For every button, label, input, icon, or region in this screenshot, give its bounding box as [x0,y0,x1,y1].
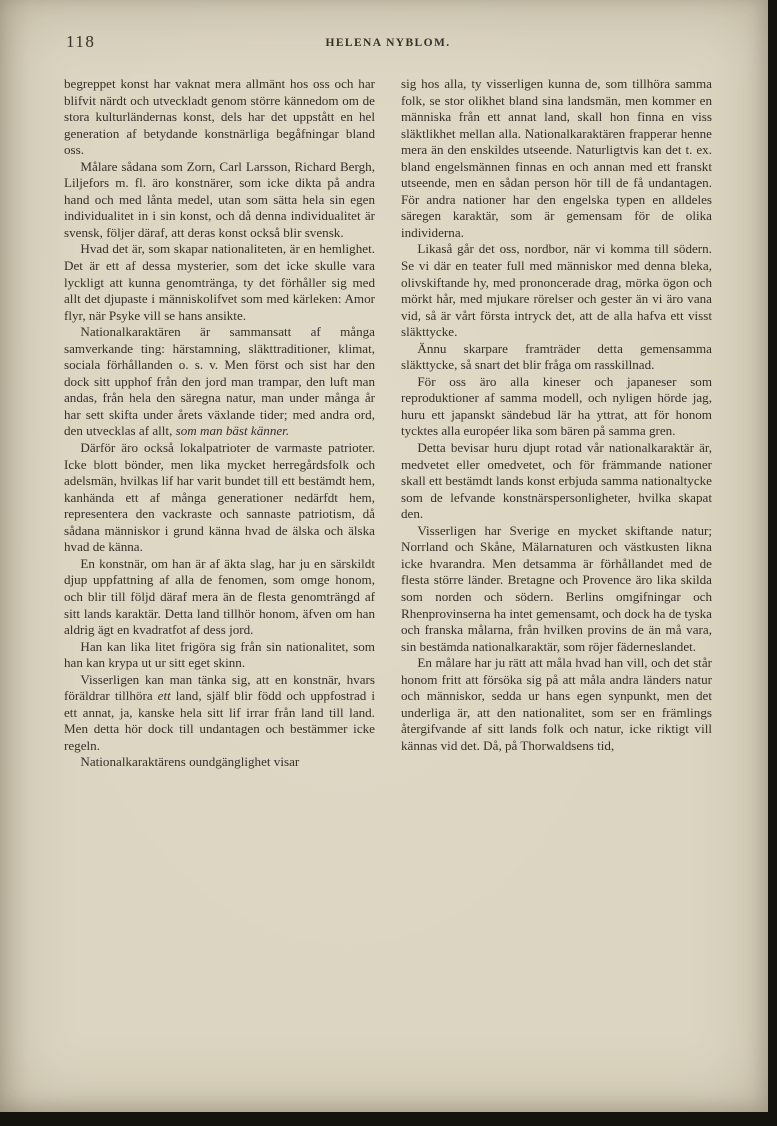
paragraph: Nationalkaraktärens oundgänglighet visar [80,754,300,770]
paragraph: begreppet konst har vaknat mera allmänt hos oss och har blifvit närdt och utveckladt genom större kännedom om de stora kulturländernas konst, dels har det uppstått en hel generation af betydande konstnärliga begåfningar bland oss. [64,76,375,158]
paragraph: Han kan lika litet frigöra sig från sin nationalitet, som han kan krypa ut ur sitt eget skinn. [64,638,375,671]
paragraph: Visserligen kan man tänka sig, att en konstnär, hvars föräldrar tillhöra ett land, själf blir född och uppfostrad i ett annat, ja, kanske hela sitt lif irrar från land till land. Men detta hör dock till undantagen och bestämmer icke regeln. [64,671,375,753]
page-header [64,32,712,56]
paragraph: En målare har ju rätt att måla hvad han vill, och det står honom fritt att försöka sig på att måla andra länders natur och människor, sedda ur hans egen synpunkt, men det underliga är, att den nationalitet, som ser en främlings återgifvande af sitt lands folk och natur, icke riktigt vill kännas vid det. Då, på Thorwaldsens tid, [401,655,712,753]
paragraph: Hvad det är, som skapar nationaliteten, är en hemlighet. Det är ett af dessa mysterier, som det icke skulle vara lyckligt att kunna genomtränga, ty det förhåller sig med allt det djupaste i människolifvet som med kärleken: Amor flyr, när Psyke vill se hans ansikte. [64,241,375,323]
paragraph: För oss äro alla kineser och japaneser som reproduktioner af samma modell, och nyligen hörde jag, huru ett japanskt sändebud lär ha yttrat, att för honom tycktes alla européer lika som bären på samma gren. [401,373,712,439]
paragraph: Visserligen har Sverige en mycket skiftande natur; Norrland och Skåne, Mälarnaturen och västkusten likna icke hvarandra. Men detsamma är förhållandet med de flesta större länder. Bretagne och Provence äro lika skilda som norden och södern. Berlins omgifningar och Rhenprovinserna ha intet gemensamt, och dock ha de tyska och franska målarna, från hvilken provins de än må vara, sin bestämda nationalkaraktär, som röjer fäderneslandet. [401,522,712,654]
paragraph: Målare sådana som Zorn, Carl Larsson, Richard Bergh, Liljefors m. fl. äro konstnärer, som icke dikta på andra hand och med lånta medel, utan som sätta hela sin egen individualitet in i sin konst, och då denna individualitet är svensk, följer däraf, att deras konst också blir svensk. [64,158,375,240]
text-column-left [64,76,375,771]
text-column-right [401,76,712,754]
paragraph: Nationalkaraktären är sammansatt af många samverkande ting: härstamning, släkttraditioner, klimat, sociala förhållanden o. s. v. Men först och sist har den dock sitt upphof från den jord man trampar, den luft man andas, från hela den säregna natur, man under många år har sett skifta under årets växlande tider; med andra ord, den utvecklas af allt, som man bäst känner. [64,324,375,439]
paragraph: En konstnär, om han är af äkta slag, har ju en särskildt djup uppfattning af alla de fenomen, som omge honom, och blir till följd däraf mera än de flesta genomträngd af sitt lands karaktär. Detta land tillhör honom, äfven om han aldrig ägt en kvadratfot af dess jord. [64,555,375,638]
page-number: 118 [66,32,96,51]
paragraph: sig hos alla, ty visserligen kunna de, som tillhöra samma folk, se stor olikhet bland sina landsmän, men kommer en människa från ett annat land, skall hon finna en viss släktlikhet mellan alla. Nationalkaraktären frapperar henne mera än den enskildes utseende. Naturligtvis kan det t. ex. bland engelsmännen finnas en och annan med ett franskt utseende, men en sådan person hör till de få undantagen. För andra nationer har den engelska typen en alldeles säregen karaktär, som är gemensam för de olika individerna. [401,76,712,240]
paragraph: Ännu skarpare framträder detta gemensamma släkttycke, så snart det blir fråga om rasskillnad. [401,340,712,373]
paragraph: Likaså går det oss, nordbor, när vi komma till södern. Se vi där en teater full med människor med denna bleka, olivskiftande hy, med prononcerade drag, mörka ögon och mörkt hår, med mjukare rörelser och gester än vi äro vana vid, så är vårt första intryck det, att de alla hafva ett visst släkttycke. [401,241,712,340]
running-head: HELENA NYBLOM. [325,37,451,49]
paragraph: Detta bevisar huru djupt rotad vår nationalkaraktär är, medvetet eller omedvetet, och för främmande nationer skall ett bestämdt lands konst erbjuda samma nationaltycke som de lefvande konstnärspersonligheter, hvilka skapat den. [401,440,712,522]
paragraph: Därför äro också lokalpatrioter de varmaste patrioter. Icke blott bönder, men lika mycket herregårdsfolk och adelsmän, hvilkas lif har varit bundet till ett bestämdt hem, kanhända ett af många generationer nedärfdt hem, representera den vackraste och sannaste patriotism, då sådana människor i grund känna hvad de älska och älska hvad de känna. [64,440,375,555]
text-columns [64,76,712,771]
